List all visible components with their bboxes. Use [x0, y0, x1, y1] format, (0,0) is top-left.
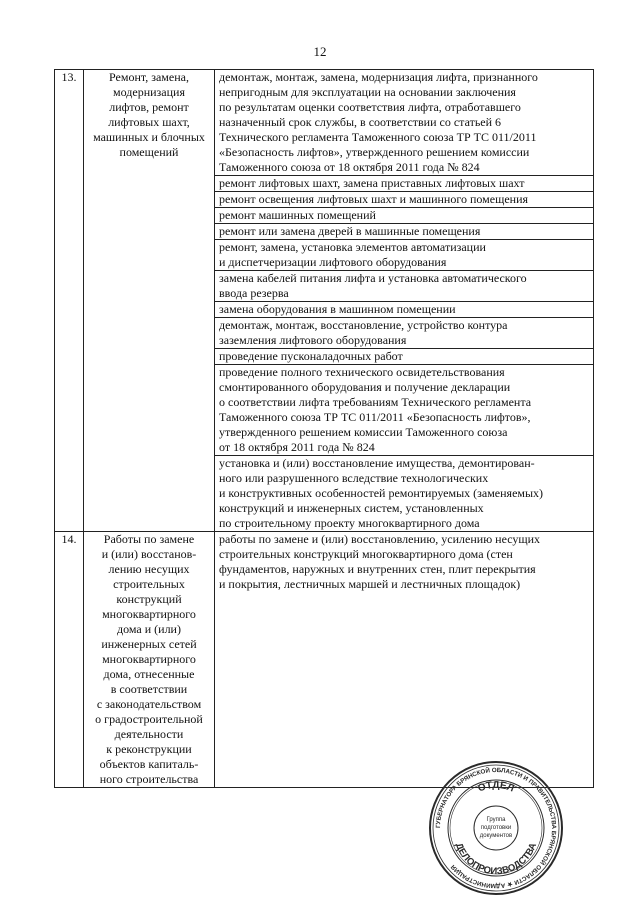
seal-center-line-2: подготовки — [480, 825, 512, 831]
work-item-line: проведение полного технического освидетельствования — [219, 365, 505, 379]
work-item-line: Таможенного союза ТР ТС 011/2011 «Безопасность лифтов», — [219, 410, 531, 424]
category-line: деятельности — [114, 727, 184, 741]
work-item-line: ремонт или замена дверей в машинные помещения — [219, 224, 481, 238]
work-item — [215, 456, 593, 531]
work-item-line: по результатам оценки соответствия лифта, отработавшего — [219, 100, 521, 114]
seal-ring-text: ГУБЕРНАТОРА БРЯНСКОЙ ОБЛАСТИ И ПРАВИТЕЛЬСТВА БРЯНСКОЙ ОБЛАСТИ ★ АДМИНИСТРАЦИЯ — [434, 766, 558, 890]
category-line: с законодательством — [96, 697, 202, 711]
work-item-line: заземления лифтового оборудования — [219, 333, 407, 347]
category-line: в соответствии — [110, 682, 188, 696]
category-line: дома, отнесенные — [103, 667, 195, 681]
work-items — [215, 70, 594, 532]
work-item — [215, 349, 593, 365]
seal-arc-bottom: ДЕЛОПРОИЗВОДСТВА — [452, 841, 540, 878]
seal-center-line-1: Группа — [486, 817, 506, 823]
category-line: к реконструкции — [106, 742, 192, 756]
category-line: Ремонт, замена, — [109, 70, 189, 84]
work-item-line: проведение пусконаладочных работ — [219, 349, 403, 363]
work-item — [215, 302, 593, 318]
work-item-line: назначенный срок службы, в соответствии со статьей 6 — [219, 115, 502, 129]
work-item-line: и конструктивных особенностей ремонтируемых (заменяемых) — [219, 486, 544, 500]
work-item-line: ввода резерва — [219, 286, 289, 300]
work-item-line: «Безопасность лифтов», утвержденного решением комиссии — [219, 145, 530, 159]
work-category — [84, 70, 215, 532]
category-line: лифтовых шахт, — [108, 115, 190, 129]
work-item-line: работы по замене и (или) восстановлению, усилению несущих — [219, 532, 541, 546]
category-line: инженерных сетей — [101, 637, 197, 651]
work-item-line: по строительному проекту многоквартирного дома — [219, 516, 480, 530]
work-item-line: ремонт машинных помещений — [219, 208, 376, 222]
work-category — [84, 532, 215, 788]
category-line: машинных и блочных — [93, 130, 205, 144]
page-number: 12 — [313, 44, 327, 59]
category-line: и (или) восстанов- — [101, 547, 197, 561]
work-item-line: о соответствии лифта требованиям Технического регламента — [219, 395, 532, 409]
work-item — [215, 271, 593, 302]
work-item-line: Технического регламента Таможенного союза ТР ТС 011/2011 — [219, 130, 537, 144]
work-item — [215, 240, 593, 271]
works-table — [54, 69, 594, 788]
work-item-line: ремонт, замена, установка элементов автоматизации — [219, 240, 486, 254]
row-number: 13. — [55, 70, 84, 532]
work-item-line: демонтаж, монтаж, восстановление, устройство контура — [219, 318, 508, 332]
work-item-line: ремонт освещения лифтовых шахт и машинного помещения — [219, 192, 529, 206]
category-line: Работы по замене — [103, 532, 195, 546]
work-item — [215, 318, 593, 349]
category-line: ного строительства — [99, 772, 199, 786]
category-line: многоквартирного — [102, 607, 196, 621]
work-item-line: ремонт лифтовых шахт, замена приставных лифтовых шахт — [219, 176, 525, 190]
work-item-line: строительных конструкций многоквартирного дома (стен — [219, 547, 513, 561]
work-item-line: фундаментов, наружных и внутренних стен, плит перекрытия — [219, 562, 536, 576]
work-item-line: конструкций и инженерных систем, установленных — [219, 501, 484, 515]
work-item-line: утвержденного решением комиссии Таможенного союза — [219, 425, 508, 439]
work-item-line: установка и (или) восстановление имущества, демонтирован- — [219, 456, 535, 470]
work-item-line: замена оборудования в машинном помещении — [219, 302, 456, 316]
category-line: многоквартирного — [102, 652, 196, 666]
official-seal — [428, 760, 564, 896]
work-item-line: Таможенного союза от 18 октября 2011 года № 824 — [219, 160, 480, 174]
work-item-line: смонтированного оборудования и получение декларации — [219, 380, 511, 394]
work-item-line: замена кабелей питания лифта и установка автоматического — [219, 271, 527, 285]
work-item-line: и диспетчеризации лифтового оборудования — [219, 255, 447, 269]
category-line: объектов капиталь- — [99, 757, 199, 771]
category-line: конструкций — [116, 592, 182, 606]
category-line: дома и (или) — [117, 622, 181, 636]
category-line: модернизация — [113, 85, 185, 99]
work-item-line: от 18 октября 2011 года № 824 — [219, 440, 375, 454]
work-item — [215, 192, 593, 208]
seal-center-line-3: документов — [479, 833, 513, 839]
work-item-line: демонтаж, монтаж, замена, модернизация лифта, признанного — [219, 70, 538, 84]
seal-arc-top: ОТДЕЛ — [476, 779, 516, 795]
work-item — [215, 208, 593, 224]
category-line: о градостроительной — [95, 712, 203, 726]
work-item — [215, 176, 593, 192]
work-item — [215, 70, 593, 176]
work-item — [215, 224, 593, 240]
work-item-line: ного или разрушенного вследствие технологических — [219, 471, 489, 485]
category-line: лифтов, ремонт — [109, 100, 189, 114]
work-item — [215, 365, 593, 456]
table-row — [55, 70, 594, 532]
category-line: лению несущих — [108, 562, 190, 576]
row-number: 14. — [55, 532, 84, 788]
category-line: строительных — [113, 577, 185, 591]
work-item — [215, 532, 593, 592]
work-item-line: непригодным для эксплуатации на основании заключения — [219, 85, 516, 99]
table-row — [55, 532, 594, 788]
work-item-line: и покрытия, лестничных маршей и лестничных площадок) — [219, 577, 521, 591]
category-line: помещений — [119, 145, 179, 159]
work-items — [215, 532, 594, 788]
